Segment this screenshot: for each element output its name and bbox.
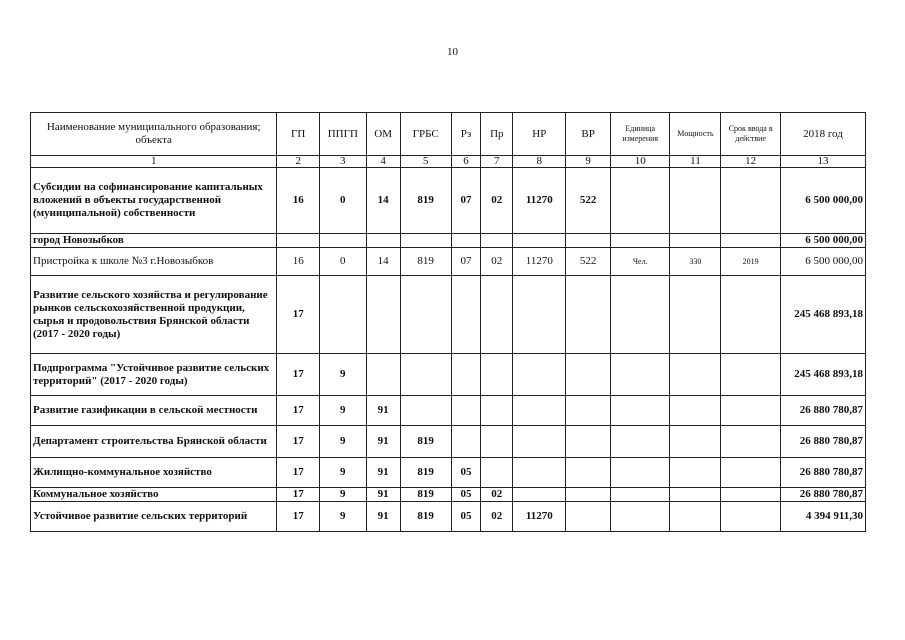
code-cell [721, 354, 780, 396]
row-name-cell: город Новозыбков [31, 234, 277, 248]
row-name-cell: Субсидии на софинансирование капитальных вложений в объекты государственной (муниципальной) собственности [31, 168, 277, 234]
amount-cell: 6 500 000,00 [780, 234, 865, 248]
table-row [31, 458, 866, 488]
table-header [31, 113, 866, 156]
code-cell: 330 [670, 248, 721, 276]
code-cell [670, 488, 721, 502]
code-cell [277, 234, 319, 248]
code-cell [481, 396, 513, 426]
code-cell [400, 396, 451, 426]
code-cell [566, 426, 611, 458]
page-number: 10 [447, 46, 458, 58]
code-cell: 17 [277, 488, 319, 502]
code-cell: 14 [366, 168, 400, 234]
header-cell: ОМ [366, 113, 400, 156]
code-cell [610, 458, 669, 488]
code-cell: 05 [451, 488, 481, 502]
header-cell: НР [513, 113, 566, 156]
code-cell: 819 [400, 248, 451, 276]
code-cell [481, 458, 513, 488]
code-cell [513, 396, 566, 426]
amount-cell: 245 468 893,18 [780, 276, 865, 354]
code-cell [721, 234, 780, 248]
code-cell: 522 [566, 168, 611, 234]
code-cell [366, 276, 400, 354]
code-cell: 02 [481, 488, 513, 502]
amount-cell: 6 500 000,00 [780, 248, 865, 276]
code-cell [610, 276, 669, 354]
code-cell: 9 [319, 502, 366, 532]
table-row [31, 234, 866, 248]
code-cell: 11270 [513, 502, 566, 532]
code-cell [670, 426, 721, 458]
code-cell: 05 [451, 502, 481, 532]
code-cell: 0 [319, 168, 366, 234]
table-row [31, 502, 866, 532]
code-cell: 17 [277, 502, 319, 532]
code-cell: 17 [277, 276, 319, 354]
code-cell [451, 396, 481, 426]
column-number: 5 [400, 156, 451, 168]
code-cell: 07 [451, 168, 481, 234]
table-row [31, 488, 866, 502]
code-cell [481, 234, 513, 248]
code-cell: 91 [366, 502, 400, 532]
code-cell [610, 502, 669, 532]
amount-cell: 6 500 000,00 [780, 168, 865, 234]
code-cell [566, 488, 611, 502]
code-cell [513, 354, 566, 396]
code-cell [481, 354, 513, 396]
code-cell [610, 168, 669, 234]
code-cell [566, 276, 611, 354]
code-cell [610, 396, 669, 426]
header-cell: Мощность [670, 113, 721, 156]
code-cell [513, 234, 566, 248]
row-name-cell: Развитие газификации в сельской местности [31, 396, 277, 426]
column-number: 1 [31, 156, 277, 168]
code-cell [513, 276, 566, 354]
code-cell: 819 [400, 488, 451, 502]
code-cell: 91 [366, 458, 400, 488]
code-cell [670, 502, 721, 532]
code-cell: 91 [366, 426, 400, 458]
header-cell: Единица измерения [610, 113, 669, 156]
column-number: 8 [513, 156, 566, 168]
code-cell: 02 [481, 502, 513, 532]
code-cell [721, 458, 780, 488]
column-number: 11 [670, 156, 721, 168]
code-cell [566, 396, 611, 426]
code-cell [721, 396, 780, 426]
code-cell [610, 426, 669, 458]
code-cell [566, 502, 611, 532]
column-number: 12 [721, 156, 780, 168]
amount-cell: 26 880 780,87 [780, 426, 865, 458]
table-row [31, 426, 866, 458]
row-name-cell: Пристройка к школе №3 г.Новозыбков [31, 248, 277, 276]
column-number: 7 [481, 156, 513, 168]
code-cell [400, 234, 451, 248]
code-cell [670, 458, 721, 488]
code-cell: 11270 [513, 168, 566, 234]
amount-cell: 4 394 911,30 [780, 502, 865, 532]
code-cell: Чел. [610, 248, 669, 276]
code-cell: 0 [319, 248, 366, 276]
code-cell [513, 426, 566, 458]
code-cell: 9 [319, 488, 366, 502]
code-cell [670, 168, 721, 234]
code-cell [451, 426, 481, 458]
code-cell [566, 458, 611, 488]
code-cell [721, 426, 780, 458]
column-number: 10 [610, 156, 669, 168]
header-cell: Наименование муниципального образования; объекта [31, 113, 277, 156]
table-row [31, 396, 866, 426]
code-cell: 16 [277, 248, 319, 276]
code-cell: 05 [451, 458, 481, 488]
column-number-row [31, 156, 866, 168]
column-number: 13 [780, 156, 865, 168]
header-cell: ППГП [319, 113, 366, 156]
code-cell [513, 458, 566, 488]
code-cell: 16 [277, 168, 319, 234]
code-cell: 02 [481, 248, 513, 276]
code-cell: 522 [566, 248, 611, 276]
column-number: 4 [366, 156, 400, 168]
column-number: 6 [451, 156, 481, 168]
header-cell: ВР [566, 113, 611, 156]
code-cell: 14 [366, 248, 400, 276]
table-row [31, 354, 866, 396]
code-cell [670, 234, 721, 248]
header-cell: ГП [277, 113, 319, 156]
code-cell: 17 [277, 396, 319, 426]
header-cell: Рз [451, 113, 481, 156]
code-cell [400, 354, 451, 396]
code-cell [481, 426, 513, 458]
code-cell: 02 [481, 168, 513, 234]
amount-cell: 26 880 780,87 [780, 488, 865, 502]
header-cell: ГРБС [400, 113, 451, 156]
code-cell: 2019 [721, 248, 780, 276]
column-number: 3 [319, 156, 366, 168]
column-number: 2 [277, 156, 319, 168]
row-name-cell: Развитие сельского хозяйства и регулирование рынков сельскохозяйственной продукции, сырья и продовольствия Брянской области (2017 - 2020 годы) [31, 276, 277, 354]
code-cell [400, 276, 451, 354]
row-name-cell: Департамент строительства Брянской области [31, 426, 277, 458]
amount-cell: 26 880 780,87 [780, 458, 865, 488]
row-name-cell: Коммунальное хозяйство [31, 488, 277, 502]
header-cell: Срок ввода в действие [721, 113, 780, 156]
code-cell: 819 [400, 502, 451, 532]
code-cell [610, 354, 669, 396]
row-name-cell: Жилищно-коммунальное хозяйство [31, 458, 277, 488]
table-row [31, 168, 866, 234]
header-cell: 2018 год [780, 113, 865, 156]
column-number: 9 [566, 156, 611, 168]
code-cell: 07 [451, 248, 481, 276]
code-cell: 11270 [513, 248, 566, 276]
code-cell [610, 488, 669, 502]
code-cell [566, 234, 611, 248]
amount-cell: 245 468 893,18 [780, 354, 865, 396]
code-cell: 9 [319, 458, 366, 488]
table-row [31, 276, 866, 354]
code-cell [566, 354, 611, 396]
code-cell: 819 [400, 426, 451, 458]
table-row [31, 248, 866, 276]
code-cell [670, 396, 721, 426]
code-cell [451, 276, 481, 354]
header-cell: Пр [481, 113, 513, 156]
row-name-cell: Подпрограмма "Устойчивое развитие сельских территорий" (2017 - 2020 годы) [31, 354, 277, 396]
code-cell: 91 [366, 396, 400, 426]
code-cell [366, 354, 400, 396]
code-cell: 9 [319, 396, 366, 426]
code-cell [610, 234, 669, 248]
code-cell [319, 276, 366, 354]
code-cell [670, 276, 721, 354]
code-cell [451, 234, 481, 248]
code-cell: 17 [277, 354, 319, 396]
code-cell [721, 488, 780, 502]
code-cell: 9 [319, 426, 366, 458]
code-cell [721, 276, 780, 354]
code-cell: 9 [319, 354, 366, 396]
code-cell [670, 354, 721, 396]
code-cell [366, 234, 400, 248]
code-cell [721, 168, 780, 234]
amount-cell: 26 880 780,87 [780, 396, 865, 426]
code-cell [451, 354, 481, 396]
code-cell [721, 502, 780, 532]
row-name-cell: Устойчивое развитие сельских территорий [31, 502, 277, 532]
code-cell [513, 488, 566, 502]
code-cell [481, 276, 513, 354]
code-cell [319, 234, 366, 248]
code-cell: 91 [366, 488, 400, 502]
code-cell: 819 [400, 168, 451, 234]
code-cell: 819 [400, 458, 451, 488]
code-cell: 17 [277, 426, 319, 458]
code-cell: 17 [277, 458, 319, 488]
budget-table [30, 112, 866, 532]
